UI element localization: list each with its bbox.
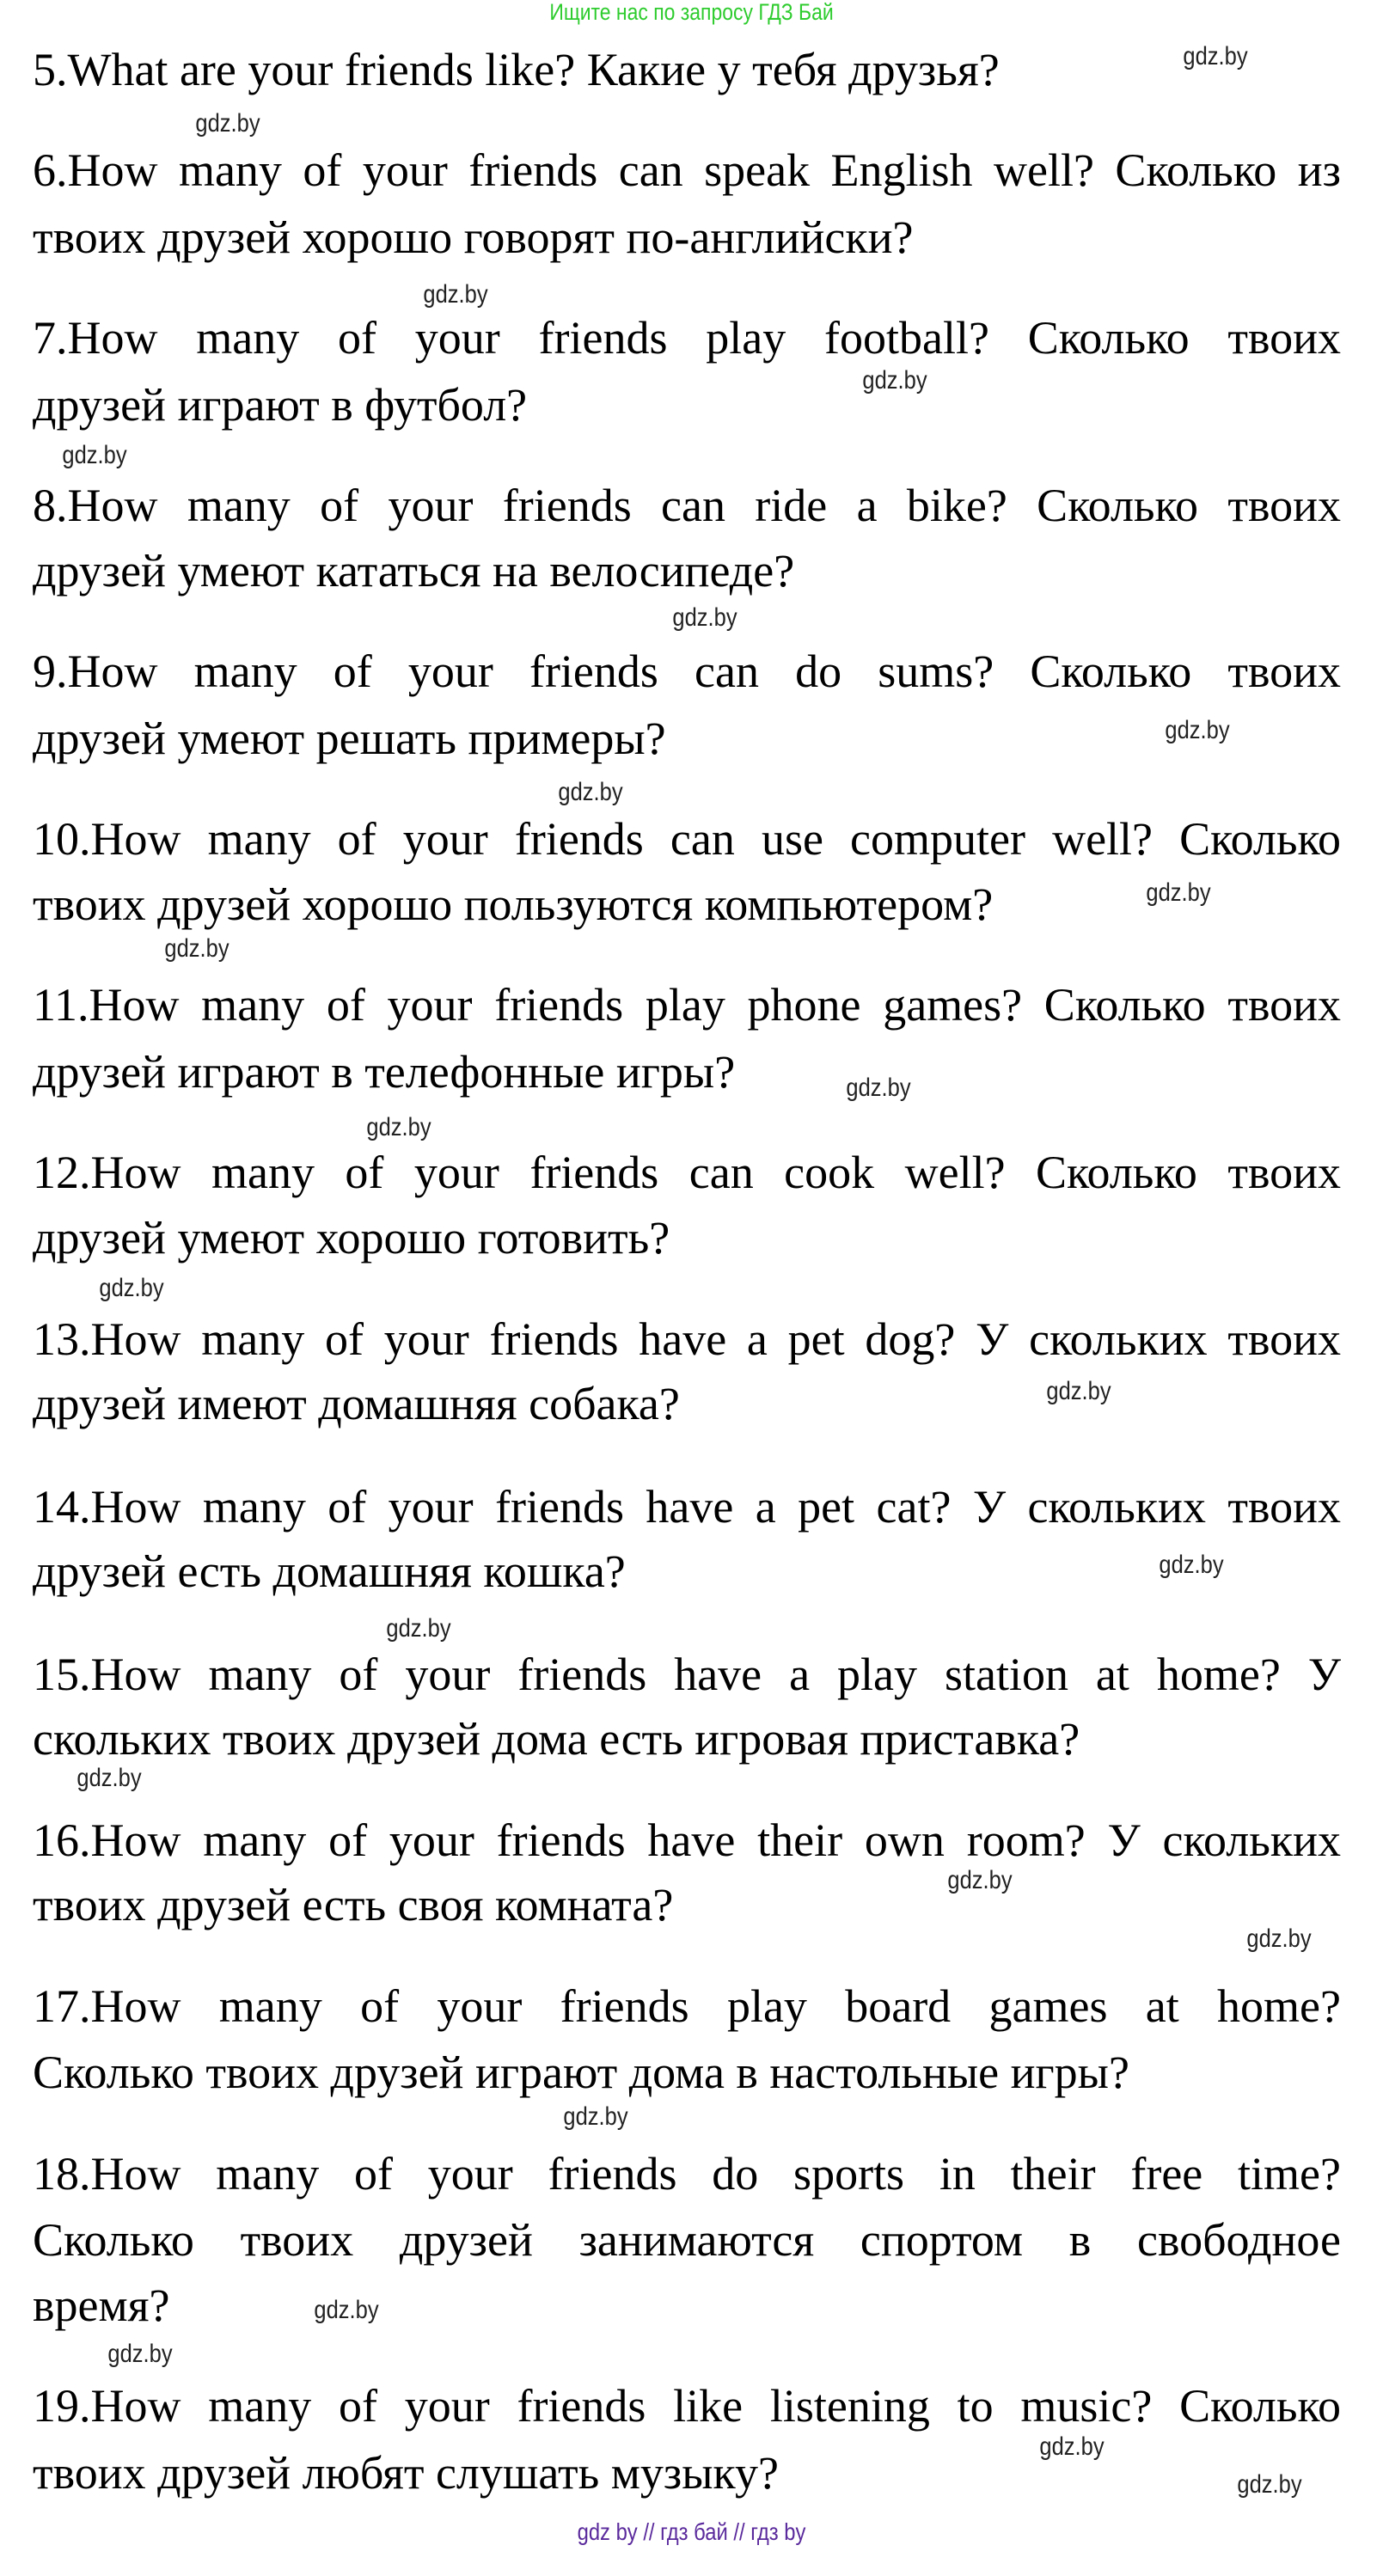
header-banner: Ищите нас по запросу ГДЗ Бай [549,0,834,25]
watermark: gdz.by [1145,878,1211,908]
watermark: gdz.by [558,777,623,806]
watermark: gdz.by [107,2340,173,2369]
question-19-line: 19.How many of your friends like listening to music? Сколько [33,2380,1341,2432]
watermark: gdz.by [1159,1551,1224,1580]
question-8-line: друзей умеют кататься на велосипеде? [33,545,795,597]
watermark: gdz.by [164,933,229,963]
watermark: gdz.by [366,1112,431,1141]
question-13-line: 13.How many of your friends have a pet dog? У скольких твоих [33,1312,1341,1365]
watermark: gdz.by [76,1764,142,1793]
question-16-line: 16.How many of your friends have their own room? У скольких [33,1814,1341,1866]
question-14-line: 14.How many of your friends have a pet cat? У скольких твоих [33,1480,1341,1533]
watermark: gdz.by [385,1613,451,1643]
watermark: gdz.by [947,1866,1013,1895]
watermark: gdz.by [1046,1376,1111,1405]
watermark: gdz.by [99,1274,164,1303]
watermark: gdz.by [1246,1924,1312,1954]
watermark: gdz.by [314,2296,379,2325]
question-18-line: время? [33,2279,170,2331]
question-9-line: 9.How many of your friends can do sums? Сколько твоих [33,646,1341,698]
question-9-line: друзей умеют решать примеры? [33,713,666,765]
question-7-line: 7.How many of your friends play football? Сколько твоих [33,312,1341,364]
question-15-line: 15.How many of your friends have a play station at home? У [33,1648,1341,1700]
question-7-line: друзей играют в футбол? [33,378,528,431]
watermark: gdz.by [862,365,927,395]
footer-links[interactable]: gdz by // гдз бай // гдз by [577,2518,806,2545]
watermark: gdz.by [423,279,488,309]
question-11-line: друзей играют в телефонные игры? [33,1046,736,1098]
watermark: gdz.by [1039,2432,1105,2462]
question-5-line: 5.What are your friends like? Какие у тебя друзья? [33,44,1000,95]
question-19-line: твоих друзей любят слушать музыку? [33,2446,779,2499]
watermark: gdz.by [1165,715,1230,744]
watermark: gdz.by [846,1074,911,1103]
watermark: gdz.by [1183,42,1248,71]
question-14-line: друзей есть домашняя кошка? [33,1545,626,1598]
question-18-line: 18.How many of your friends do sports in their free time? [33,2147,1341,2200]
question-17-line: Сколько твоих друзей играют дома в настольные игры? [33,2047,1129,2099]
question-15-line: скольких твоих друзей дома есть игровая приставка? [33,1713,1080,1765]
question-12-line: друзей умеют хорошо готовить? [33,1212,670,1264]
watermark: gdz.by [62,441,127,470]
question-12-line: 12.How many of your friends can cook well? Сколько твоих [33,1147,1341,1199]
watermark: gdz.by [672,603,737,633]
question-10-line: твоих друзей хорошо пользуются компьютером? [33,878,994,931]
watermark: gdz.by [1236,2469,1302,2499]
watermark: gdz.by [563,2102,628,2131]
question-17-line: 17.How many of your friends play board games at home? [33,1979,1341,2032]
question-18-line: Сколько твоих друзей занимаются спортом в свободное [33,2214,1341,2267]
watermark: gdz.by [195,108,260,138]
question-10-line: 10.How many of your friends can use computer well? Сколько [33,813,1341,866]
question-8-line: 8.How many of your friends can ride a bike? Сколько твоих [33,480,1341,532]
question-6-line: твоих друзей хорошо говорят по-английски? [33,211,914,263]
question-11-line: 11.How many of your friends play phone games? Сколько твоих [33,979,1341,1031]
question-6-line: 6.How many of your friends can speak English well? Сколько из [33,144,1341,197]
question-13-line: друзей имеют домашняя собака? [33,1378,680,1430]
question-16-line: твоих друзей есть своя комната? [33,1879,674,1931]
